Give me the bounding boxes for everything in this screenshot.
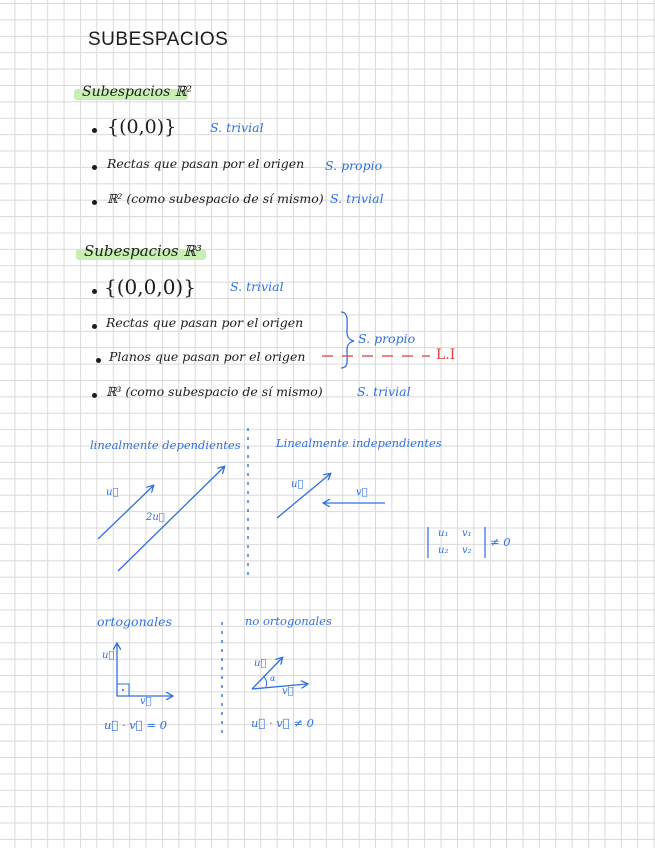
independent-u-arrow [277, 474, 330, 518]
independent-v-label: v⃗ [356, 487, 368, 498]
page-title: SUBESPACIOS [88, 29, 229, 50]
dot-product-zero: u⃗ · v⃗ = 0 [104, 718, 167, 732]
det-a22: v₂ [462, 545, 472, 556]
vector-u-label: u⃗ [106, 487, 119, 498]
non-orthogonal-label: no ortogonales [245, 614, 332, 628]
orthogonal-label: ortogonales [97, 614, 172, 629]
non-orthogonal-u-label: u⃗ [254, 658, 267, 669]
dot-product-nonzero: u⃗ · v⃗ ≠ 0 [251, 716, 314, 730]
non-orthogonal-v-arrow [252, 684, 307, 689]
r2-item-zero-note: S. trivial [210, 120, 264, 135]
orthogonal-u-label: u⃗ [102, 650, 115, 661]
r3-item-planes: Planos que pasan por el origen [109, 349, 306, 364]
independent-u-label: u⃗ [291, 479, 304, 490]
r2-item-lines-note: S. propio [325, 158, 383, 173]
vector-2u-arrow [118, 467, 224, 571]
curly-brace [341, 312, 354, 368]
angle-alpha-label: α [270, 674, 276, 683]
orthogonal-v-label: v⃗ [140, 696, 152, 707]
r3-item-whole-note: S. trivial [357, 384, 411, 399]
r3-item-zero-note: S. trivial [230, 279, 284, 294]
r3-heading: Subespacios ℝ³ [84, 242, 202, 260]
non-orthogonal-v-label: v⃗ [282, 686, 294, 697]
det-a12: v₁ [462, 528, 472, 539]
right-angle-dot [122, 689, 124, 691]
vector-2u-label: 2u⃗ [146, 512, 165, 523]
independent-label: Linealmente independientes [276, 436, 442, 450]
r2-item-whole: ℝ² (como subespacio de sí mismo) [107, 191, 324, 206]
det-a11: u₁ [438, 528, 449, 539]
r3-item-whole: ℝ³ (como subespacio de sí mismo) [106, 384, 323, 399]
r2-heading: Subespacios ℝ² [82, 84, 192, 100]
det-relation: ≠ 0 [490, 535, 511, 549]
dependent-label: linealmente dependientes [90, 438, 241, 452]
vector-u-arrow [98, 486, 153, 539]
r2-item-zero-set: {(0,0)} [107, 116, 177, 138]
r3-brace-note: S. propio [358, 331, 416, 346]
r3-li-label: L.I [436, 347, 456, 363]
r3-item-zero-set: {(0,0,0)} [104, 275, 196, 299]
det-a21: u₂ [438, 545, 449, 556]
r2-item-lines: Rectas que pasan por el origen [107, 156, 305, 171]
r3-item-lines: Rectas que pasan por el origen [106, 315, 304, 330]
angle-arc [264, 677, 267, 687]
r2-item-whole-note: S. trivial [330, 191, 384, 206]
